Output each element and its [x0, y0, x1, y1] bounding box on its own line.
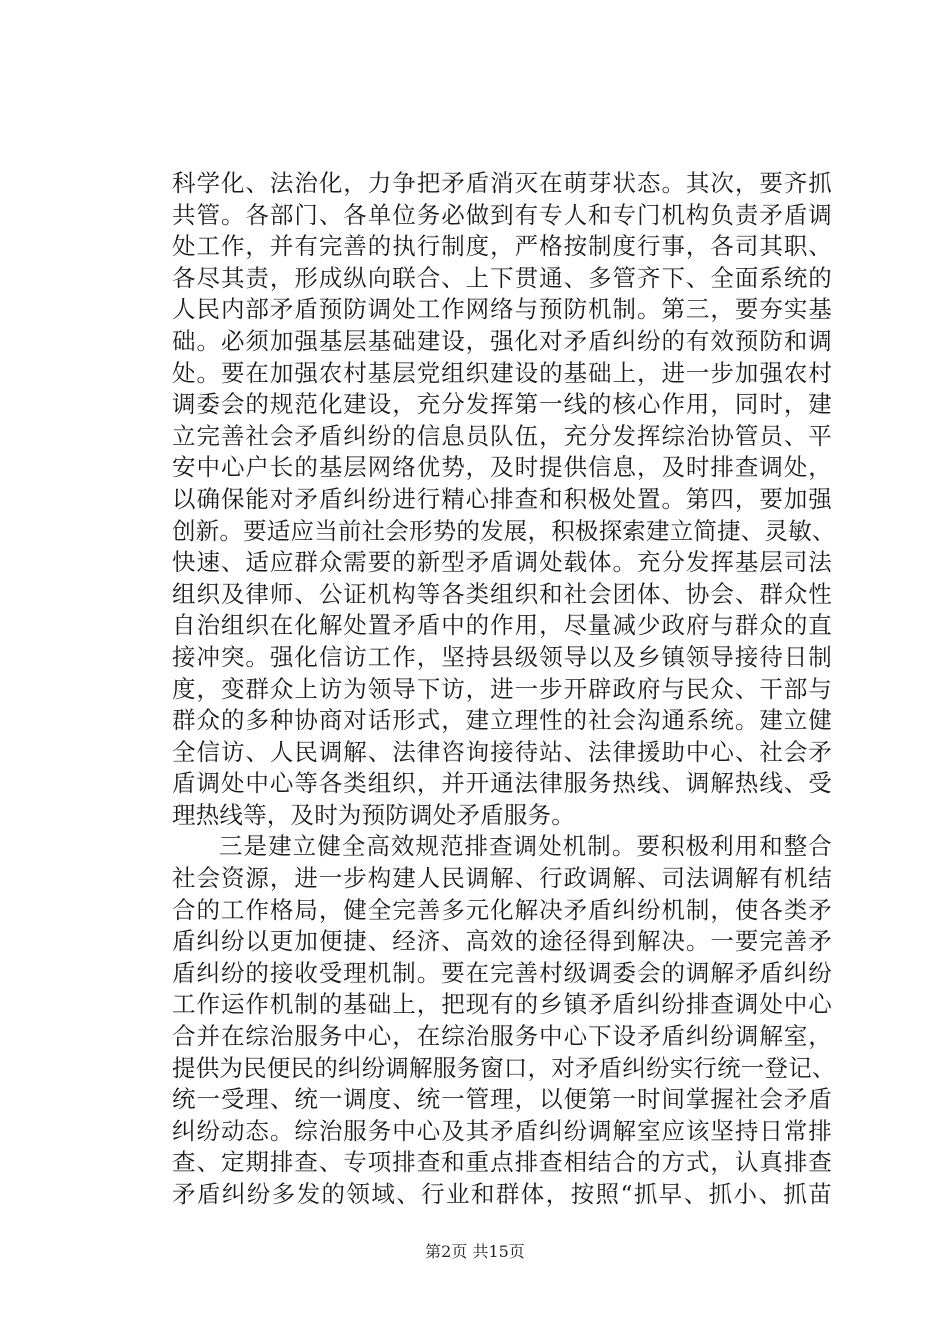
paragraph-start-line: 三是建立健全高效规范排查调处机制。要积极利用和整合: [219, 832, 832, 861]
text-line: 纠纷动态。综治服务中心及其矛盾纠纷调解室应该坚持日常排: [172, 1116, 832, 1145]
text-line: 盾纠纷以更加便捷、经济、高效的途径得到解决。一要完善矛: [172, 927, 832, 956]
text-line: 自治组织在化解处置矛盾中的作用，尽量减少政府与群众的直: [172, 611, 832, 640]
text-line: 调委会的规范化建设，充分发挥第一线的核心作用，同时，建: [172, 390, 832, 419]
text-line: 群众的多种协商对话形式，建立理性的社会沟通系统。建立健: [172, 706, 832, 735]
text-line: 安中心户长的基层网络优势，及时提供信息，及时排查调处，: [172, 453, 832, 482]
text-line: 处。要在加强农村基层党组织建设的基础上，进一步加强农村: [172, 358, 832, 387]
text-line: 础。必须加强基层基础建设，强化对矛盾纠纷的有效预防和调: [172, 326, 832, 355]
text-line: 合的工作格局，健全完善多元化解决矛盾纠纷机制，使各类矛: [172, 895, 832, 924]
text-line: 立完善社会矛盾纠纷的信息员队伍，充分发挥综治协管员、平: [172, 421, 832, 450]
text-line: 科学化、法治化，力争把矛盾消灭在萌芽状态。其次，要齐抓: [172, 169, 832, 197]
text-line: 全信访、人民调解、法律咨询接待站、法律援助中心、社会矛: [172, 737, 832, 766]
text-line: 组织及律师、公证机构等各类组织和社会团体、协会、群众性: [172, 579, 832, 608]
text-line: 合并在综治服务中心，在综治服务中心下设矛盾纠纷调解室，: [172, 1022, 832, 1051]
text-line: 接冲突。强化信访工作，坚持县级领导以及乡镇领导接待日制: [172, 642, 832, 671]
text-line: 处工作，并有完善的执行制度，严格按制度行事，各司其职、: [172, 232, 832, 261]
text-line: 快速、适应群众需要的新型矛盾调处载体。充分发挥基层司法: [172, 548, 832, 577]
document-body: [172, 168, 836, 1211]
text-line: 盾调处中心等各类组织，并开通法律服务热线、调解热线、受: [172, 769, 832, 798]
text-line: 提供为民便民的纠纷调解服务窗口，对矛盾纠纷实行统一登记、: [172, 1053, 836, 1082]
text-line: 矛盾纠纷多发的领域、行业和群体，按照“抓早、抓小、抓苗: [172, 1180, 832, 1208]
text-line: 共管。各部门、各单位务必做到有专人和专门机构负责矛盾调: [172, 200, 832, 229]
text-line: 社会资源，进一步构建人民调解、行政调解、司法调解有机结: [172, 864, 832, 893]
text-line: 各尽其责，形成纵向联合、上下贯通、多管齐下、全面系统的: [172, 263, 832, 292]
paragraph-end-line: 理热线等，及时为预防调处矛盾服务。: [172, 800, 575, 829]
text-line: 盾纠纷的接收受理机制。要在完善村级调委会的调解矛盾纠纷: [172, 958, 832, 987]
text-line: 工作运作机制的基础上，把现有的乡镇矛盾纠纷排查调处中心: [172, 990, 832, 1019]
text-line: 查、定期排查、专项排查和重点排查相结合的方式，认真排查: [172, 1148, 832, 1177]
page-number-footer: 第2页 共15页: [425, 1242, 525, 1261]
text-line: 以确保能对矛盾纠纷进行精心排查和积极处置。第四，要加强: [172, 484, 832, 513]
text-line: 统一受理、统一调度、统一管理，以便第一时间掌握社会矛盾: [172, 1085, 832, 1114]
text-line: 人民内部矛盾预防调处工作网络与预防机制。第三，要夯实基: [172, 295, 832, 324]
text-line: 创新。要适应当前社会形势的发展，积极探索建立简捷、灵敏、: [172, 516, 836, 545]
text-line: 度，变群众上访为领导下访，进一步开辟政府与民众、干部与: [172, 674, 832, 703]
